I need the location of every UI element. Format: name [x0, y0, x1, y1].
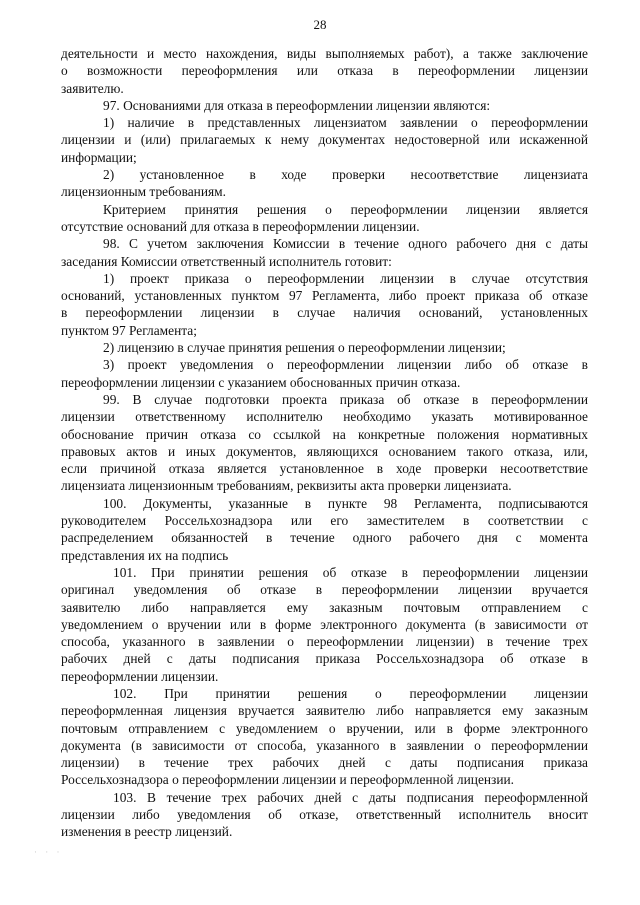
- text-line: 2) установленное в ходе проверки несоответствие лицензиата: [103, 167, 588, 183]
- page-number: 28: [313, 17, 327, 32]
- text-line: заявителю либо направляется ему заказным почтовым отправлением с: [61, 599, 588, 615]
- text-line: информации;: [61, 149, 137, 165]
- text-line: переоформлении лицензии.: [61, 668, 219, 684]
- text-line: Критерием принятия решения о переоформлении лицензии является: [103, 201, 588, 217]
- text-line: 101. При принятии решения об отказе в переоформлении лицензии: [113, 564, 588, 580]
- text-line: лицензиата лицензионным требованиям, реквизиты акта проверки лицензиата.: [61, 478, 512, 494]
- text-line: 2) лицензию в случае принятия решения о переоформлении лицензии;: [103, 340, 506, 356]
- text-line: обоснование причин отказа со ссылкой на конкретные положения нормативных: [61, 426, 588, 442]
- text-line: переоформленная лицензия вручается заявителю либо направляется ему заказным: [61, 703, 588, 719]
- text-line: заседания Комиссии ответственный исполнитель готовит:: [61, 253, 392, 269]
- text-line: лицензии) в течение трех рабочих дней с даты подписания приказа: [61, 755, 588, 771]
- text-line: почтовым отправлением с уведомлением о вручении, или в форме электронного: [61, 720, 588, 736]
- scan-artifact: · · ·: [34, 847, 63, 857]
- text-line: документа (в зависимости от способа, указанного в заявлении о переоформлении: [61, 737, 588, 753]
- text-line: изменения в реестр лицензий.: [61, 824, 233, 840]
- text-line: пунктом 97 Регламента;: [61, 322, 197, 338]
- text-line: оригинал уведомления об отказе в переоформлении лицензии вручается: [61, 582, 588, 598]
- text-line: 100. Документы, указанные в пункте 98 Регламента, подписываются: [103, 495, 588, 511]
- text-line: лицензии ответственному исполнителю необходимо указать мотивированное: [61, 409, 588, 425]
- text-line: уведомлением о вручении или в форме электронного документа (в зависимости от: [61, 616, 588, 632]
- text-line: 98. С учетом заключения Комиссии в течение одного рабочего дня с даты: [103, 236, 588, 252]
- text-line: отсутствие оснований для отказа в переоформлении лицензии.: [61, 218, 420, 234]
- text-line: правовых актов и иных документов, являющихся основанием такого отказа, или,: [61, 443, 588, 459]
- text-line: 99. В случае подготовки проекта приказа об отказе в переоформлении: [103, 391, 588, 407]
- text-line: 97. Основаниями для отказа в переоформлении лицензии являются:: [103, 97, 491, 113]
- text-line: рабочих дней с даты подписания приказа Россельхознадзора об отказе в: [61, 651, 588, 667]
- text-line: оснований, установленных пунктом 97 Регламента, либо проект приказа об отказе: [61, 288, 588, 304]
- text-line: лицензионным требованиям.: [61, 184, 226, 200]
- text-line: представления их на подпись: [61, 547, 229, 563]
- text-line: лицензии либо уведомления об отказе, ответственный исполнитель вносит: [61, 807, 588, 823]
- text-line: если причиной отказа является установленное в ходе проверки несоответствие: [61, 461, 588, 477]
- text-line: Россельхознадзора о переоформлении лицензии и переоформленной лицензии.: [61, 772, 515, 788]
- text-line: 1) наличие в представленных лицензиатом заявлении о переоформлении: [103, 115, 588, 131]
- text-line: переоформлении лицензии с указанием обоснованных причин отказа.: [61, 374, 461, 390]
- text-line: заявителю.: [61, 80, 124, 96]
- text-line: лицензии и (или) прилагаемых к нему документах недостоверной или искаженной: [61, 132, 588, 148]
- text-line: 103. В течение трех рабочих дней с даты подписания переоформленной: [113, 789, 588, 805]
- text-line: деятельности и место нахождения, виды выполняемых работ), а также заключение: [61, 46, 588, 61]
- document-body: [61, 45, 588, 841]
- text-line: способа, указанного в заявлении о переоформлении лицензии) в течение трех: [61, 634, 588, 650]
- text-line: о возможности переоформления или отказа в переоформлении лицензии: [61, 63, 588, 79]
- text-line: 1) проект приказа о переоформлении лицензии в случае отсутствия: [103, 270, 588, 286]
- text-line: руководителем Россельхознадзора или его заместителем в соответствии с: [61, 513, 588, 529]
- text-line: распределением обязанностей в течение одного рабочего дня с момента: [61, 530, 588, 546]
- text-line: в переоформлении лицензии в случае наличия оснований, установленных: [61, 305, 588, 321]
- text-line: 3) проект уведомления о переоформлении лицензии либо об отказе в: [103, 357, 588, 373]
- text-line: 102. При принятии решения о переоформлении лицензии: [113, 685, 588, 701]
